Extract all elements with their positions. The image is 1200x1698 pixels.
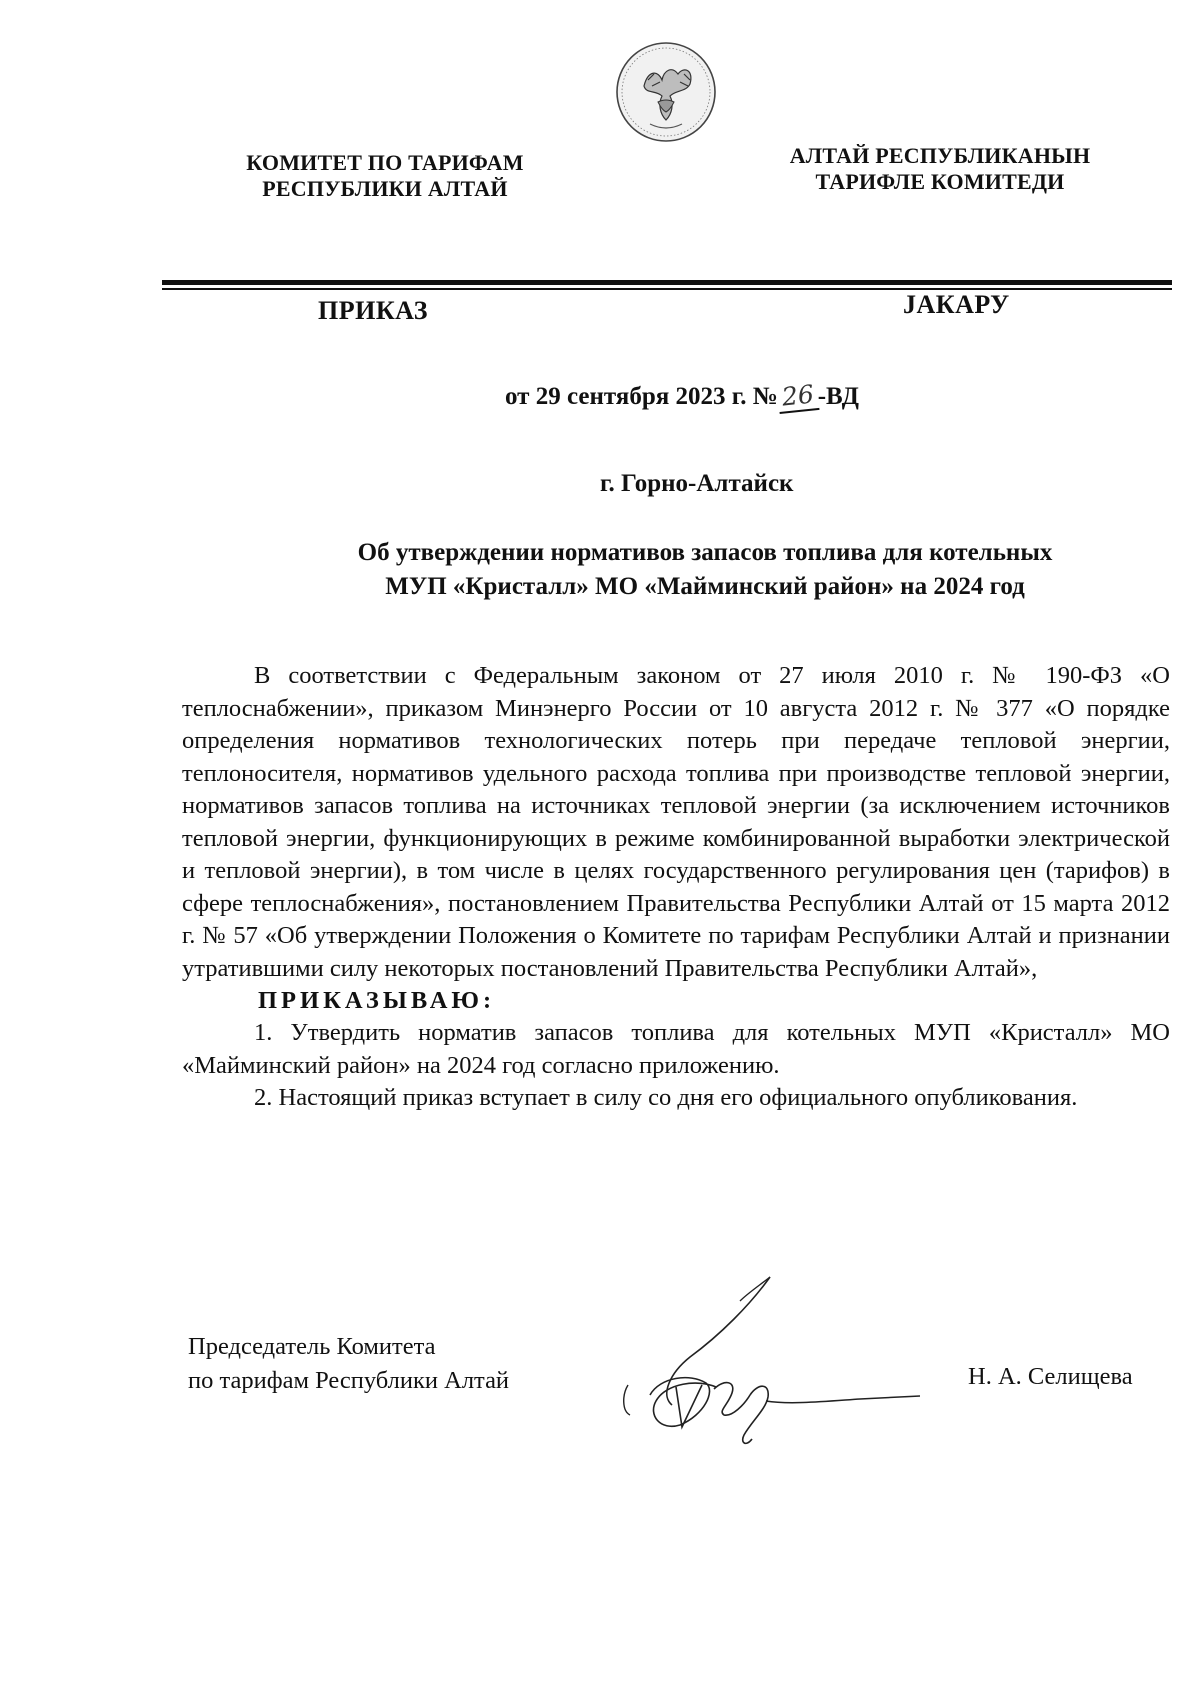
order-suffix: -ВД bbox=[817, 383, 859, 410]
header-right-line1: АЛТАЙ РЕСПУБЛИКАНЫН bbox=[789, 143, 1091, 168]
header-right-org bbox=[770, 143, 1110, 195]
order-word: ПРИКАЗЫВАЮ: bbox=[258, 987, 496, 1014]
header-divider-thin bbox=[162, 288, 1172, 290]
handwritten-signature bbox=[620, 1265, 940, 1455]
header-right-line2: ТАРИФЛЕ КОМИТЕДИ bbox=[815, 169, 1065, 194]
document-title bbox=[240, 536, 1170, 604]
city: г. Горно-Алтайск bbox=[600, 470, 794, 497]
order-date-number bbox=[505, 381, 859, 412]
order-item-2: 2. Настоящий приказ вступает в силу со дня его официального опубликования. bbox=[254, 1084, 1078, 1111]
signatory-position bbox=[188, 1330, 509, 1398]
title-line1: Об утверждении нормативов запасов топлива для котельных bbox=[357, 539, 1053, 566]
header-left-org bbox=[215, 150, 555, 202]
position-line1: Председатель Комитета bbox=[188, 1333, 436, 1360]
coat-of-arms-emblem bbox=[614, 40, 718, 144]
header-divider-thick bbox=[162, 280, 1172, 285]
order-date-prefix: от 29 сентября 2023 г. № bbox=[505, 383, 778, 410]
header-left-line1: КОМИТЕТ ПО ТАРИФАМ bbox=[246, 150, 524, 175]
order-item-1: 1. Утвердить норматив запасов топлива для котельных МУП «Кристалл» МО «Майминский район» на 2024 год согласно приложению. bbox=[182, 1019, 1170, 1079]
header-left-line2: РЕСПУБЛИКИ АЛТАЙ bbox=[262, 176, 508, 201]
document-body bbox=[182, 660, 1170, 1115]
doc-type-russian: ПРИКАЗ bbox=[318, 296, 429, 325]
position-line2: по тарифам Республики Алтай bbox=[188, 1367, 510, 1394]
title-line2: МУП «Кристалл» МО «Майминский район» на 2024 год bbox=[385, 573, 1025, 600]
order-number-handwritten: 26 bbox=[776, 379, 819, 414]
signer-name: Н. А. Селищева bbox=[968, 1363, 1133, 1390]
preamble-paragraph: В соответствии с Федеральным законом от 27 июля 2010 г. № 190-ФЗ «О теплоснабжении», приказом Минэнерго России от 10 августа 2012 г. № 377 «О порядке определения нормативов технологических потерь при передаче тепловой энергии, теплоносителя, нормативов удельного расхода топлива при производстве тепловой энергии, нормативов запасов топлива на источниках тепловой энергии (за исключением источников тепловой энергии, функционирующих в режиме комбинированной выработки электрической и тепловой энергии), в том числе в целях государственного регулирования цен (тарифов) в сфере теплоснабжения», постановлением Правительства Республики Алтай от 15 марта 2012 г. № 57 «Об утверждении Положения о Комитете по тарифам Республики Алтай и признании утратившими силу некоторых постановлений Правительства Республики Алтай», bbox=[182, 662, 1170, 982]
doc-type-altai: JАКАРУ bbox=[903, 290, 1010, 319]
